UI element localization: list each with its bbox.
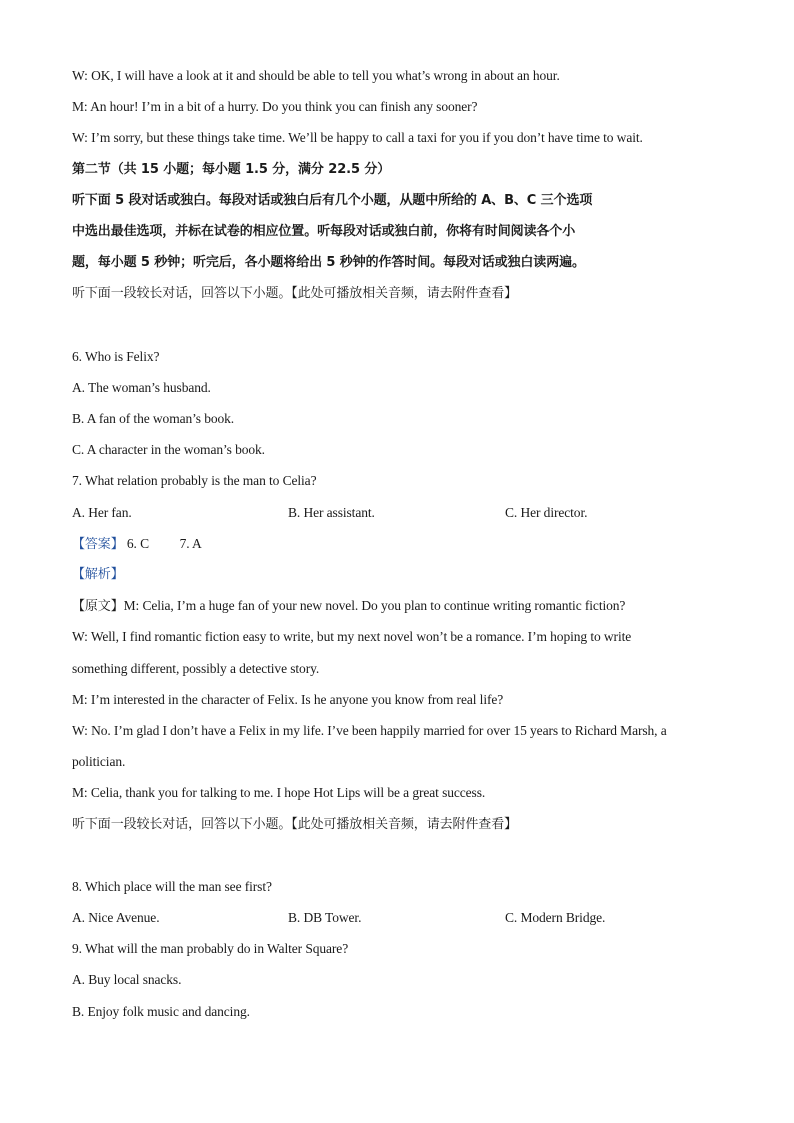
question-6-option-a: A. The woman’s husband. bbox=[72, 379, 211, 395]
question-9-stem: 9. What will the man probably do in Walter Square? bbox=[72, 941, 349, 957]
transcript-line: politician. bbox=[72, 754, 126, 770]
spacer bbox=[72, 840, 722, 871]
transcript-line bbox=[72, 590, 722, 621]
question-8-options bbox=[72, 902, 722, 933]
question-8-option-a: A. Nice Avenue. bbox=[72, 910, 160, 926]
dialogue-line: M: An hour! I’m in a bit of a hurry. Do you think you can finish any sooner? bbox=[72, 99, 478, 115]
question-9-option-a: A. Buy local snacks. bbox=[72, 972, 182, 988]
transcript-line: W: No. I’m glad I don’t have a Felix in my life. I’ve been happily married for over 15 years to Richard Marsh, a bbox=[72, 722, 667, 738]
question-7-options bbox=[72, 497, 722, 528]
question-6-option-b: B. A fan of the woman’s book. bbox=[72, 411, 235, 427]
section-instructions: 中选出最佳选项，并标在试卷的相应位置。听每段对话或独白前，你将有时间阅读各个小 bbox=[72, 223, 576, 239]
transcript-line: W: Well, I find romantic fiction easy to write, but my next novel won’t be a romance. I’m hoping to write bbox=[72, 629, 632, 645]
audio-note: 听下面一段较长对话，回答以下小题。【此处可播放相关音频，请去附件查看】 bbox=[72, 286, 518, 302]
question-7-stem: 7. What relation probably is the man to Celia? bbox=[72, 473, 317, 489]
audio-note: 听下面一段较长对话，回答以下小题。【此处可播放相关音频，请去附件查看】 bbox=[72, 816, 518, 832]
transcript-text: M: Celia, I’m a huge fan of your new novel. Do you plan to continue writing romantic fiction? bbox=[123, 598, 626, 614]
question-7-option-a: A. Her fan. bbox=[72, 504, 132, 520]
dialogue-line: W: I’m sorry, but these things take time. We’ll be happy to call a taxi for you if you don’t have time to wait. bbox=[72, 130, 643, 146]
document-page bbox=[72, 60, 722, 1027]
question-8-option-c: C. Modern Bridge. bbox=[505, 910, 606, 926]
question-7-option-b: B. Her assistant. bbox=[288, 504, 375, 520]
question-8-option-b: B. DB Tower. bbox=[288, 910, 362, 926]
answer-7: 7. A bbox=[179, 535, 202, 551]
transcript-label: 【原文】 bbox=[72, 599, 124, 615]
answer-6: 6. C bbox=[126, 535, 149, 551]
dialogue-line: W: OK, I will have a look at it and should be able to tell you what’s wrong in about an hour. bbox=[72, 68, 560, 83]
answer-line bbox=[72, 528, 722, 559]
question-8-stem: 8. Which place will the man see first? bbox=[72, 878, 272, 894]
section-title: 第二节（共 15 小题；每小题 1.5 分，满分 22.5 分） bbox=[72, 161, 391, 177]
transcript-line: something different, possibly a detective story. bbox=[72, 660, 320, 676]
transcript-line: M: Celia, thank you for talking to me. I hope Hot Lips will be a great success. bbox=[72, 785, 486, 801]
question-7-option-c: C. Her director. bbox=[505, 504, 588, 520]
transcript-line: M: I’m interested in the character of Felix. Is he anyone you know from real life? bbox=[72, 691, 504, 707]
question-9-option-b: B. Enjoy folk music and dancing. bbox=[72, 1003, 250, 1019]
question-6-stem: 6. Who is Felix? bbox=[72, 348, 160, 364]
section-instructions: 题，每小题 5 秒钟；听完后，各小题将给出 5 秒钟的作答时间。每段对话或独白读两遍。 bbox=[72, 255, 585, 271]
question-6-option-c: C. A character in the woman’s book. bbox=[72, 442, 265, 458]
analysis-label: 【解析】 bbox=[72, 567, 124, 582]
answer-label: 【答案】 bbox=[72, 536, 124, 552]
spacer bbox=[72, 310, 722, 341]
section-instructions: 听下面 5 段对话或独白。每段对话或独白后有几个小题，从题中所给的 A、B、C 三个选项 bbox=[72, 192, 593, 208]
